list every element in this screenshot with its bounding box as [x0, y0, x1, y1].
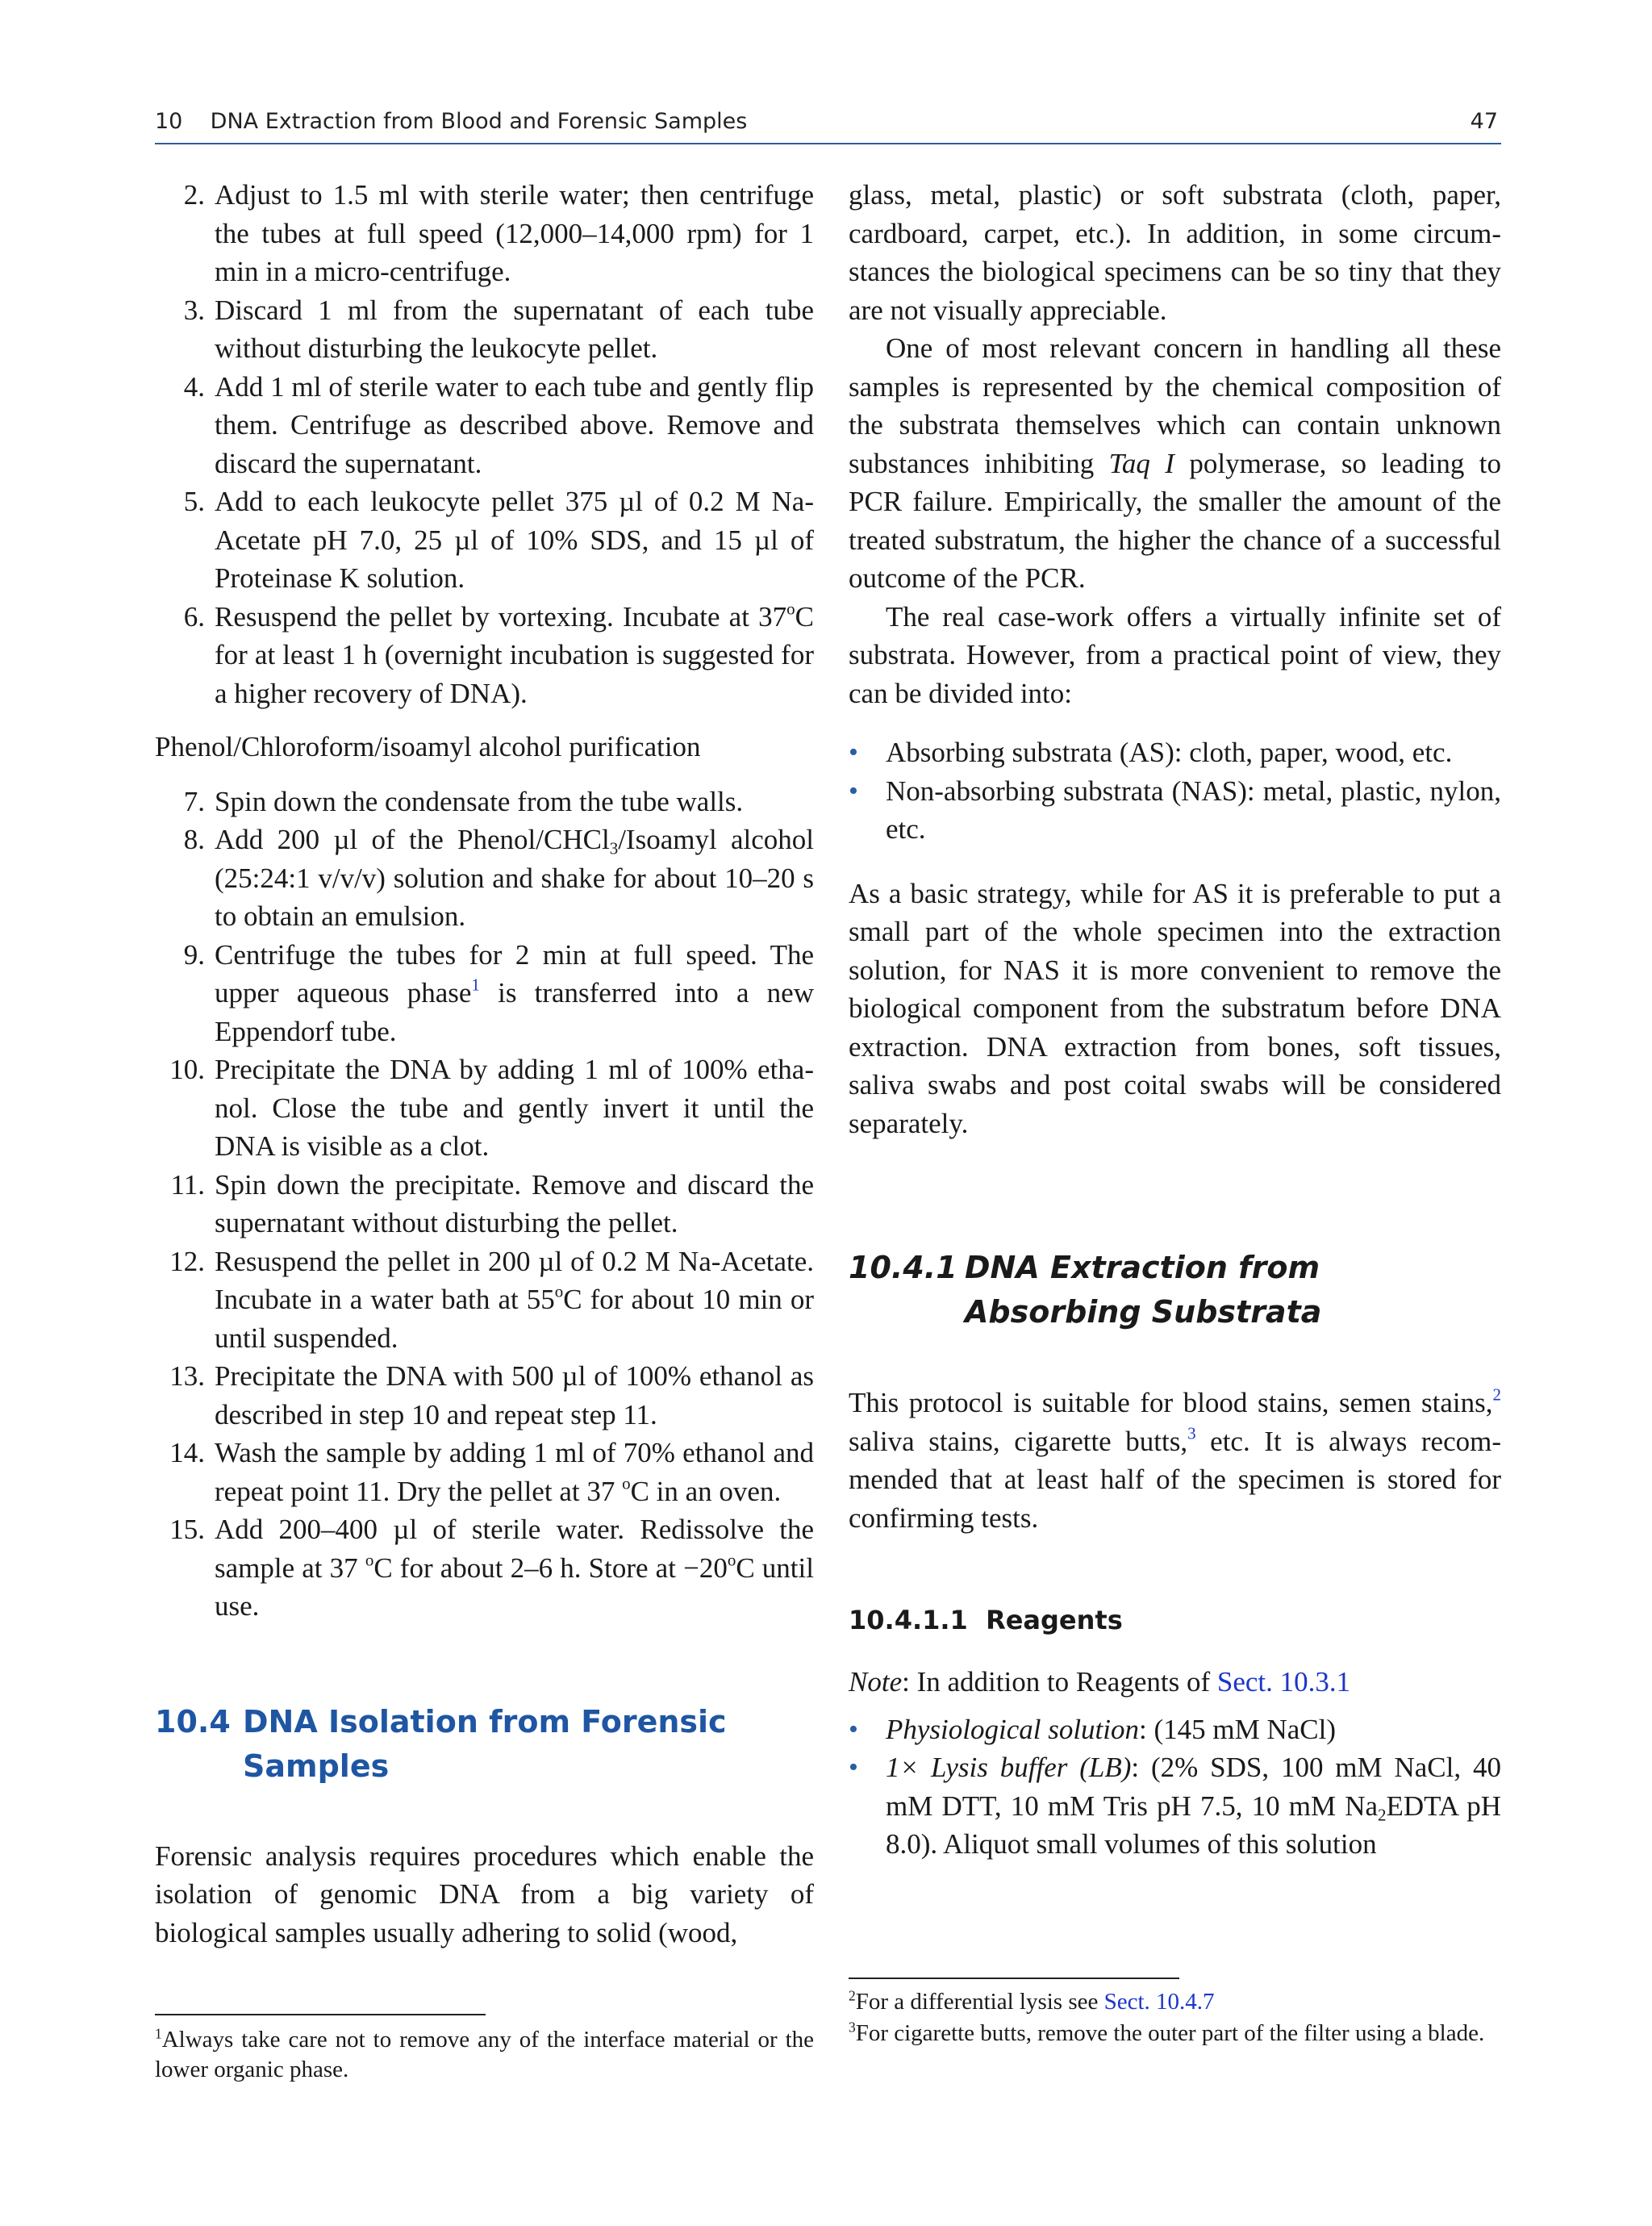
- step-number: 5.: [183, 486, 205, 517]
- step-text: [215, 1166, 814, 1242]
- text-run: is transferred into a new Eppendorf tube.: [215, 977, 814, 1047]
- text-run: Spin down the condensate from the tube walls.: [215, 785, 744, 817]
- running-header-title: 10 DNA Extraction from Blood and Forensic Samples: [155, 109, 748, 134]
- footnote-text: [856, 1989, 1215, 2015]
- step-text: [215, 291, 814, 368]
- section-number: 10.4: [155, 1703, 231, 1739]
- step-number: 10.: [169, 1054, 205, 1085]
- text-run: C for about 10 min or until suspended.: [215, 1284, 814, 1354]
- protocol-step: [155, 1434, 814, 1510]
- text-run: Physiological solution: [886, 1713, 1140, 1745]
- text-run: One of most relevant concern in handling all these samples is represented by the chemical composition of the substrata themselves which can contain unknown substances inhibiting: [849, 332, 1501, 479]
- footnote-ref[interactable]: 3: [1187, 1423, 1196, 1443]
- step-text: [215, 482, 814, 598]
- protocol-step: [155, 291, 814, 368]
- text-run: saliva stains, cigarette butts,: [849, 1425, 1188, 1457]
- text-run: Wash the sample by adding 1 ml of 70% ethanol and repeat point 11. Dry the pellet at 37: [215, 1437, 814, 1507]
- text-run: Resuspend the pellet by vortexing. Incubate at 37: [215, 600, 787, 633]
- step-text: [215, 598, 814, 713]
- text-run: o: [365, 1550, 374, 1570]
- text-run: o: [622, 1473, 631, 1493]
- text-run: etc. It is always recommended that at least half of the specimen is stored for confirming tests.: [849, 1425, 1502, 1534]
- text-run: EDTA pH 8.0). Aliquot small volumes of this solution: [886, 1790, 1501, 1860]
- footnote-mark: 1: [155, 2025, 162, 2042]
- protocol-step: [155, 783, 814, 821]
- footnote-rule-left: [155, 2014, 486, 2015]
- left-column: [155, 176, 814, 1952]
- text-run: Taq I: [1108, 447, 1174, 479]
- text-run: : (2% SDS, 100 mM NaCl, 40 mM DTT, 10 mM Tris pH 7.5, 10 mM Na: [886, 1752, 1501, 1822]
- step-number: 15.: [169, 1514, 205, 1545]
- footnote-mark: 2: [849, 1987, 856, 2004]
- step-number: 2.: [183, 179, 205, 211]
- bullet-icon: •: [849, 737, 858, 767]
- bullet-text: [886, 772, 1501, 849]
- step-number: 13.: [169, 1360, 205, 1392]
- text-run: Discard 1 ml from the supernatant of each tube without disturbing the leukocyte pellet.: [215, 294, 814, 364]
- footnote-text: Always take care not to remove any of the interface material or the lower organic phase.: [155, 2027, 814, 2082]
- footnote-ref[interactable]: 1: [471, 975, 480, 995]
- text-run: Adjust to 1.5 ml with sterile water; then centrifuge the tubes at full speed (12,000–14,000 rpm) for 1 min in a micro-centrifuge.: [215, 179, 814, 287]
- case-work-paragraph: The real case-work offers a virtually infinite set of substrata. However, from a practical point of view, they can be divided into:: [849, 600, 1501, 709]
- text-run: Spin down the precipitate. Remove and discard the supernatant without disturbing the pellet.: [215, 1168, 814, 1238]
- protocol-intro-paragraph: [849, 1384, 1501, 1537]
- protocol-steps-2: [155, 783, 814, 1626]
- section-heading-10-4-1: [849, 1246, 1501, 1334]
- text-run: /Isoamyl alcohol (25:24:1 v/v/v) solution and shake for about 10–20 s to obtain an emulsion.: [215, 824, 814, 932]
- footnote-ref[interactable]: 2: [1492, 1384, 1501, 1405]
- protocol-step: [155, 936, 814, 1051]
- protocol-step: [155, 176, 814, 291]
- text-run: Precipitate the DNA by adding 1 ml of 100% ethanol. Close the tube and gently invert it until the DNA is visible as a clot.: [215, 1054, 814, 1162]
- step-number: 9.: [183, 938, 205, 971]
- protocol-step: [155, 1050, 814, 1166]
- step-number: 3.: [183, 294, 205, 326]
- bullet-icon: •: [849, 1752, 858, 1782]
- protocol-step: [155, 1242, 814, 1358]
- step-number: 4.: [183, 370, 205, 403]
- step-number: 8.: [183, 824, 205, 855]
- text-run: C for about 2–6 h. Store at −20: [373, 1552, 728, 1584]
- text-run: C in an oven.: [630, 1475, 782, 1507]
- step-number: 12.: [169, 1245, 205, 1277]
- protocol-step: [155, 598, 814, 713]
- footnote-rule-right: [849, 1978, 1179, 1979]
- bullet-text: [886, 733, 1501, 772]
- step-text: [215, 1242, 814, 1358]
- text-run: Precipitate the DNA with 500 µl of 100% ethanol as described in step 10 and repeat step 11.: [215, 1360, 814, 1430]
- step-text: [215, 1050, 814, 1166]
- step-text: [215, 1510, 814, 1626]
- protocol-step: [155, 1510, 814, 1626]
- protocol-step: [155, 482, 814, 598]
- footnote-1: [155, 2025, 814, 2085]
- reagents-heading: 10.4.1.1 Reagents: [849, 1605, 1123, 1635]
- subsection-number: 10.4.1: [849, 1250, 957, 1285]
- bullet-item: [849, 772, 1501, 849]
- section-heading-10-4: [155, 1700, 814, 1789]
- step-text: [215, 936, 814, 1051]
- text-run: Add 200 µl of the Phenol/CHCl: [215, 824, 610, 855]
- footnote-mark: 3: [849, 2019, 856, 2036]
- text-run: : (145 mM NaCl): [1139, 1713, 1337, 1745]
- cross-reference-link[interactable]: Sect. 10.4.7: [1103, 1989, 1215, 2015]
- text-run: Absorbing substrata (AS): cloth, paper, wood, etc.: [886, 737, 1453, 768]
- reagents-list: [849, 1710, 1501, 1864]
- forensic-intro-paragraph: Forensic analysis requires procedures which enable the isolation of genomic DNA from a big variety of biological samples usually adhering to solid (wood,: [155, 1840, 814, 1948]
- protocol-steps-1: [155, 176, 814, 712]
- text-run: Add 200–400 µl of sterile water. Redissolve the sample at 37: [215, 1514, 814, 1584]
- page-number: 47: [1470, 109, 1498, 134]
- bullet-item: [849, 1710, 1501, 1749]
- substrata-list: [849, 733, 1501, 849]
- chemical-concern-paragraph: [849, 329, 1501, 598]
- bullet-icon: •: [849, 775, 858, 806]
- protocol-step: [155, 368, 814, 483]
- text-run: Add 1 ml of sterile water to each tube and gently flip them. Centrifuge as described above. Remove and discard the supernatant.: [215, 370, 814, 479]
- bullet-text: [886, 1748, 1501, 1864]
- text-run: 2: [1378, 1804, 1387, 1824]
- text-run: o: [554, 1281, 564, 1301]
- text-run: Centrifuge the tubes for 2 min at full speed. The upper aqueous phase: [215, 938, 814, 1009]
- bullet-item: [849, 1748, 1501, 1864]
- text-run: C until use.: [215, 1552, 814, 1622]
- step-text: [215, 783, 814, 821]
- text-run: Resuspend the pellet in 200 µl of 0.2 M Na-Acetate. Incubate in a water bath at 55: [215, 1245, 814, 1315]
- text-run: This protocol is suitable for blood stains, semen stains,: [849, 1387, 1493, 1418]
- text-run: o: [786, 599, 795, 619]
- text-run: polymerase, so leading to PCR failure. Empirically, the smaller the amount of the treated substratum, the higher the chance of a successful outcome of the PCR.: [849, 447, 1501, 594]
- footnote-2: [849, 1987, 1501, 2017]
- text-run: : In addition to Reagents of: [902, 1666, 1217, 1698]
- text-run: Non-absorbing substrata (NAS): metal, plastic, nylon, etc.: [886, 775, 1501, 845]
- strategy-paragraph: As a basic strategy, while for AS it is preferable to put a small part of the whole specimen into the extraction solution, for NAS it is more convenient to remove the biological component from the substratum before DNA extraction. DNA extraction from bones, soft tissues, saliva swabs and post coital swabs will be considered separately.: [849, 877, 1501, 1139]
- text-run: For a differential lysis see: [855, 1989, 1104, 2015]
- step-number: 11.: [170, 1168, 205, 1201]
- purification-subheading: Phenol/Chloroform/isoamyl alcohol purification: [155, 731, 701, 762]
- step-number: 7.: [183, 785, 205, 817]
- step-text: [215, 821, 814, 936]
- text-run: C for at least 1 h (overnight incubation is suggested for a higher recovery of DNA).: [215, 600, 814, 709]
- cross-reference-link[interactable]: Sect. 10.3.1: [1216, 1666, 1351, 1698]
- footnote-3: [849, 2019, 1501, 2049]
- right-column: [849, 176, 1501, 1864]
- text-run: Add to each leukocyte pellet 375 µl of 0.2 M Na-Acetate pH 7.0, 25 µl of 10% SDS, and 15 µl of Proteinase K solution.: [215, 486, 814, 594]
- protocol-step: [155, 1166, 814, 1242]
- bullet-icon: •: [849, 1714, 858, 1744]
- reagents-note: [849, 1663, 1501, 1702]
- step-text: [215, 1434, 814, 1510]
- step-number: 6.: [183, 600, 205, 633]
- bullet-item: [849, 733, 1501, 772]
- text-run: 3: [609, 838, 619, 858]
- footnote-text: [856, 2020, 1485, 2046]
- text-run: o: [727, 1550, 736, 1570]
- bullet-text: [886, 1710, 1501, 1749]
- substrata-paragraph: glass, metal, plastic) or soft substrata (cloth, paper, cardboard, carpet, etc.). In addition, in some circumstances the biological specimens can be so tiny that they are not visually appreciable.: [849, 179, 1501, 326]
- subsection-title: DNA Extraction from Absorbing Substrata: [965, 1250, 1322, 1330]
- text-run: For cigarette butts, remove the outer part of the filter using a blade.: [855, 2020, 1485, 2046]
- protocol-step: [155, 821, 814, 936]
- step-text: [215, 1357, 814, 1434]
- step-text: [215, 176, 814, 291]
- protocol-step: [155, 1357, 814, 1434]
- section-title: DNA Isolation from Forensic Samples: [243, 1703, 727, 1784]
- running-header: [155, 104, 1501, 144]
- step-number: 14.: [169, 1437, 205, 1468]
- text-run: Note: [849, 1666, 903, 1698]
- step-text: [215, 368, 814, 483]
- text-run: 1× Lysis buffer (LB): [886, 1752, 1132, 1783]
